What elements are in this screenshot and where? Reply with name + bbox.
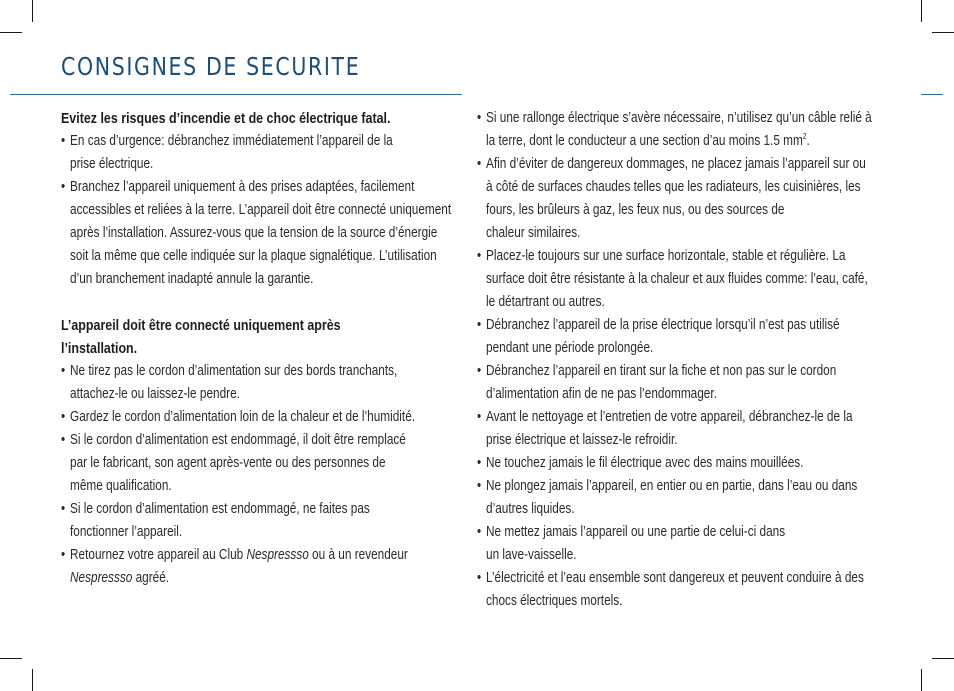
text-run: Retournez votre appareil au Club xyxy=(70,547,247,563)
list-item-line: • Avant le nettoyage et l’entretien de votre appareil, débranchez-le de la xyxy=(486,409,853,425)
list-item-line: même qualification. xyxy=(70,478,172,494)
heading-line: L’appareil doit être connecté uniquement après xyxy=(61,317,341,334)
list-item-line: le détartrant ou autres. xyxy=(486,294,605,310)
brand-name: Nespressso xyxy=(70,570,133,586)
heading-line: l’installation. xyxy=(61,340,138,357)
section-heading xyxy=(61,314,451,360)
list-item xyxy=(61,429,451,498)
list-item-line: • L’électricité et l’eau ensemble sont dangereux et peuvent conduire à des xyxy=(486,570,864,586)
list-item xyxy=(477,245,877,314)
list-item xyxy=(477,314,877,360)
list-item xyxy=(61,176,451,291)
list-item xyxy=(477,153,877,245)
list-item-line: par le fabricant, son agent après-vente ou des personnes de xyxy=(70,455,386,471)
list-item-line: pendant une période prolongée. xyxy=(486,340,654,356)
list-item-line: • Si le cordon d’alimentation est endommagé, il doit être remplacé xyxy=(70,432,406,448)
crop-mark xyxy=(32,669,33,691)
list-item xyxy=(61,360,451,406)
list-item-line: • Si le cordon d’alimentation est endommagé, ne faites pas xyxy=(70,501,370,517)
list-item-line: • En cas d’urgence: débranchez immédiatement l’appareil de la xyxy=(70,133,393,149)
list-item-line: d’autres liquides. xyxy=(486,501,575,517)
brand-name: Nespressso xyxy=(246,547,309,563)
list-item-line: un lave-vaisselle. xyxy=(486,547,577,563)
list-item-line: prise électrique et laissez-le refroidir. xyxy=(486,432,678,448)
list-item xyxy=(477,452,877,475)
list-item-line: • Ne mettez jamais l’appareil ou une partie de celui-ci dans xyxy=(486,524,786,540)
list-item-line: soit la même que celle indiquée sur la plaque signalétique. L’utilisation xyxy=(70,248,437,264)
list-item xyxy=(477,567,877,613)
list-item-line: • Ne touchez jamais le fil électrique avec des mains mouillées. xyxy=(486,455,804,471)
list-item-line: • Ne tirez pas le cordon d’alimentation sur des bords tranchants, xyxy=(70,363,398,379)
list-item-line: • Débranchez l’appareil en tirant sur la fiche et non pas sur le cordon xyxy=(486,363,837,379)
title-rule xyxy=(10,94,462,95)
crop-mark xyxy=(921,0,922,22)
list-item-line: • Gardez le cordon d’alimentation loin de la chaleur et de l’humidité. xyxy=(70,409,416,425)
list-item-line: fours, les brûleurs à gaz, les feux nus, ou des sources de xyxy=(486,202,785,218)
list-item-line: chocs électriques mortels. xyxy=(486,593,623,609)
list-item-line: • Branchez l’appareil uniquement à des prises adaptées, facilement xyxy=(70,179,415,195)
list-item-line: attachez-le ou laissez-le pendre. xyxy=(70,386,240,402)
crop-mark xyxy=(0,658,22,659)
text-run: la terre, dont le conducteur a une section d’au moins 1.5 mm xyxy=(486,133,803,149)
list-item-line: d’alimentation afin de ne pas l’endommager. xyxy=(486,386,717,402)
crop-mark xyxy=(0,32,22,33)
list-item-line: prise électrique. xyxy=(70,156,154,172)
bullet-list xyxy=(61,360,451,590)
list-item-line: d’un branchement inadapté annule la garantie. xyxy=(70,271,314,287)
list-item-line xyxy=(70,567,451,590)
list-item-line xyxy=(486,130,877,153)
list-item xyxy=(477,360,877,406)
title-rule-right xyxy=(921,94,943,95)
list-item-line: • Ne plongez jamais l’appareil, en entier ou en partie, dans l’eau ou dans xyxy=(486,478,858,494)
superscript: 2 xyxy=(802,132,807,141)
list-item-line: surface doit être résistante à la chaleur et aux fluides comme: l’eau, café, xyxy=(486,271,868,287)
list-item xyxy=(477,475,877,521)
crop-mark xyxy=(932,32,954,33)
list-item xyxy=(61,130,451,176)
list-item-line: • Afin d’éviter de dangereux dommages, ne placez jamais l’appareil sur ou xyxy=(486,156,866,172)
section-heading: Evitez les risques d’incendie et de choc électrique fatal. xyxy=(61,110,391,127)
list-item-line xyxy=(70,544,451,567)
list-item xyxy=(477,521,877,567)
list-item-line: fonctionner l’appareil. xyxy=(70,524,183,540)
list-item-line: après l’installation. Assurez-vous que la tension de la source d’énergie xyxy=(70,225,438,241)
bullet-list xyxy=(477,107,877,613)
list-item-line: • Débranchez l’appareil de la prise électrique lorsqu’il n’est pas utilisé xyxy=(486,317,840,333)
list-item-line: chaleur similaires. xyxy=(486,225,581,241)
list-item-line: accessibles et reliées à la terre. L’appareil doit être connecté uniquement xyxy=(70,202,452,218)
list-item xyxy=(477,406,877,452)
bullet-list xyxy=(61,130,451,291)
text-run: ou à un revendeur xyxy=(308,547,408,563)
list-item-line: • Si une rallonge électrique s’avère nécessaire, n’utilisez qu’un câble relié à xyxy=(486,110,872,126)
text-run: agréé. xyxy=(132,570,170,586)
crop-mark xyxy=(32,0,33,22)
right-column xyxy=(477,107,877,613)
list-item-line: • Placez-le toujours sur une surface horizontale, stable et régulière. La xyxy=(486,248,846,264)
text-run: . xyxy=(806,133,810,149)
list-item xyxy=(61,406,451,429)
left-column xyxy=(61,107,451,590)
list-item xyxy=(61,544,451,590)
list-item xyxy=(477,107,877,153)
crop-mark xyxy=(921,669,922,691)
list-item-line: à côté de surfaces chaudes telles que les radiateurs, les cuisinières, les xyxy=(486,179,861,195)
page-title: CONSIGNES DE SECURITE xyxy=(61,52,361,81)
list-item xyxy=(61,498,451,544)
crop-mark xyxy=(932,658,954,659)
